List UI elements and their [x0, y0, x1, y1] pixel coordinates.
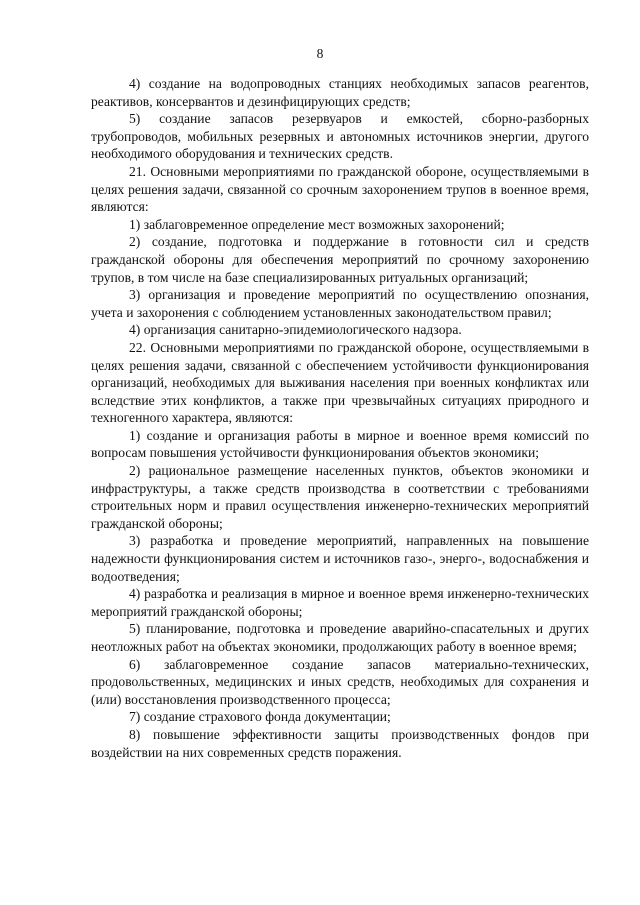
paragraph-section-21: 21. Основными мероприятиями по гражданской обороне, осуществляемыми в целях решения задачи, связанной со срочным захоронением трупов в военное время, являются:	[91, 163, 589, 215]
paragraph-item-4-water-stations: 4) создание на водопроводных станциях необходимых запасов реагентов, реактивов, консервантов и дезинфицирующих средств;	[91, 76, 589, 109]
paragraph-22-item-8: 8) повышение эффективности защиты производственных фондов при воздействии на них современных средств поражения.	[91, 726, 589, 760]
paragraph-21-item-3: 3) организация и проведение мероприятий по осуществлению опознания, учета и захоронения с соблюдением установленных законодательством правил;	[91, 287, 589, 320]
paragraph-item-5-reservoirs: 5) создание запасов резервуаров и емкостей, сборно-разборных трубопроводов, мобильных резервных и автономных источников энергии, другого необходимого оборудования и технических средств.	[91, 111, 589, 162]
paragraph-22-item-3: 3) разработка и проведение мероприятий, направленных на повышение надежности функционирования систем и источников газо-, энерго-, водоснабжения и водоотведения;	[91, 533, 589, 584]
paragraph-22-item-4: 4) разработка и реализация в мирное и военное время инженерно-технических мероприятий гражданской обороны;	[91, 586, 589, 619]
paragraph-22-item-5: 5) планирование, подготовка и проведение аварийно-спасательных и других неотложных работ на объектах экономики, продолжающих работу в военное время;	[91, 621, 589, 654]
paragraph-22-item-2: 2) рациональное размещение населенных пунктов, объектов экономики и инфраструктуры, а также средств производства в соответствии с требованиями строительных норм и правил осуществления инженерно-технических мероприятий гражданской обороны;	[91, 463, 589, 531]
page-number: 8	[316, 46, 324, 61]
paragraph-section-22: 22. Основными мероприятиями по гражданской обороне, осуществляемыми в целях решения задачи, связанной с обеспечением устойчивости функционирования организаций, необходимых для выживания населения при военных конфликтах или вследствие этих конфликтов, а также при чрезвычайных ситуациях природного и техногенного характера, являются:	[91, 339, 589, 426]
paragraph-21-item-2: 2) создание, подготовка и поддержание в готовности сил и средств гражданской обороны для обеспечения мероприятий по срочному захоронению трупов, в том числе на базе специализированных ритуальных организаций;	[91, 234, 589, 285]
paragraph-21-item-4: 4) организация санитарно-эпидемиологического надзора.	[129, 322, 462, 338]
paragraph-21-item-1: 1) заблаговременное определение мест возможных захоронений;	[129, 216, 505, 232]
paragraph-22-item-1: 1) создание и организация работы в мирное и военное время комиссий по вопросам повышения устойчивости функционирования объектов экономики;	[91, 427, 589, 461]
paragraph-22-item-7: 7) создание страхового фонда документации;	[129, 709, 391, 725]
document-body	[91, 75, 589, 761]
paragraph-22-item-6: 6) заблаговременное создание запасов материально-технических, продовольственных, медицинских и иных средств, необходимых для сохранения и (или) восстановления производственного процесса;	[91, 656, 589, 707]
